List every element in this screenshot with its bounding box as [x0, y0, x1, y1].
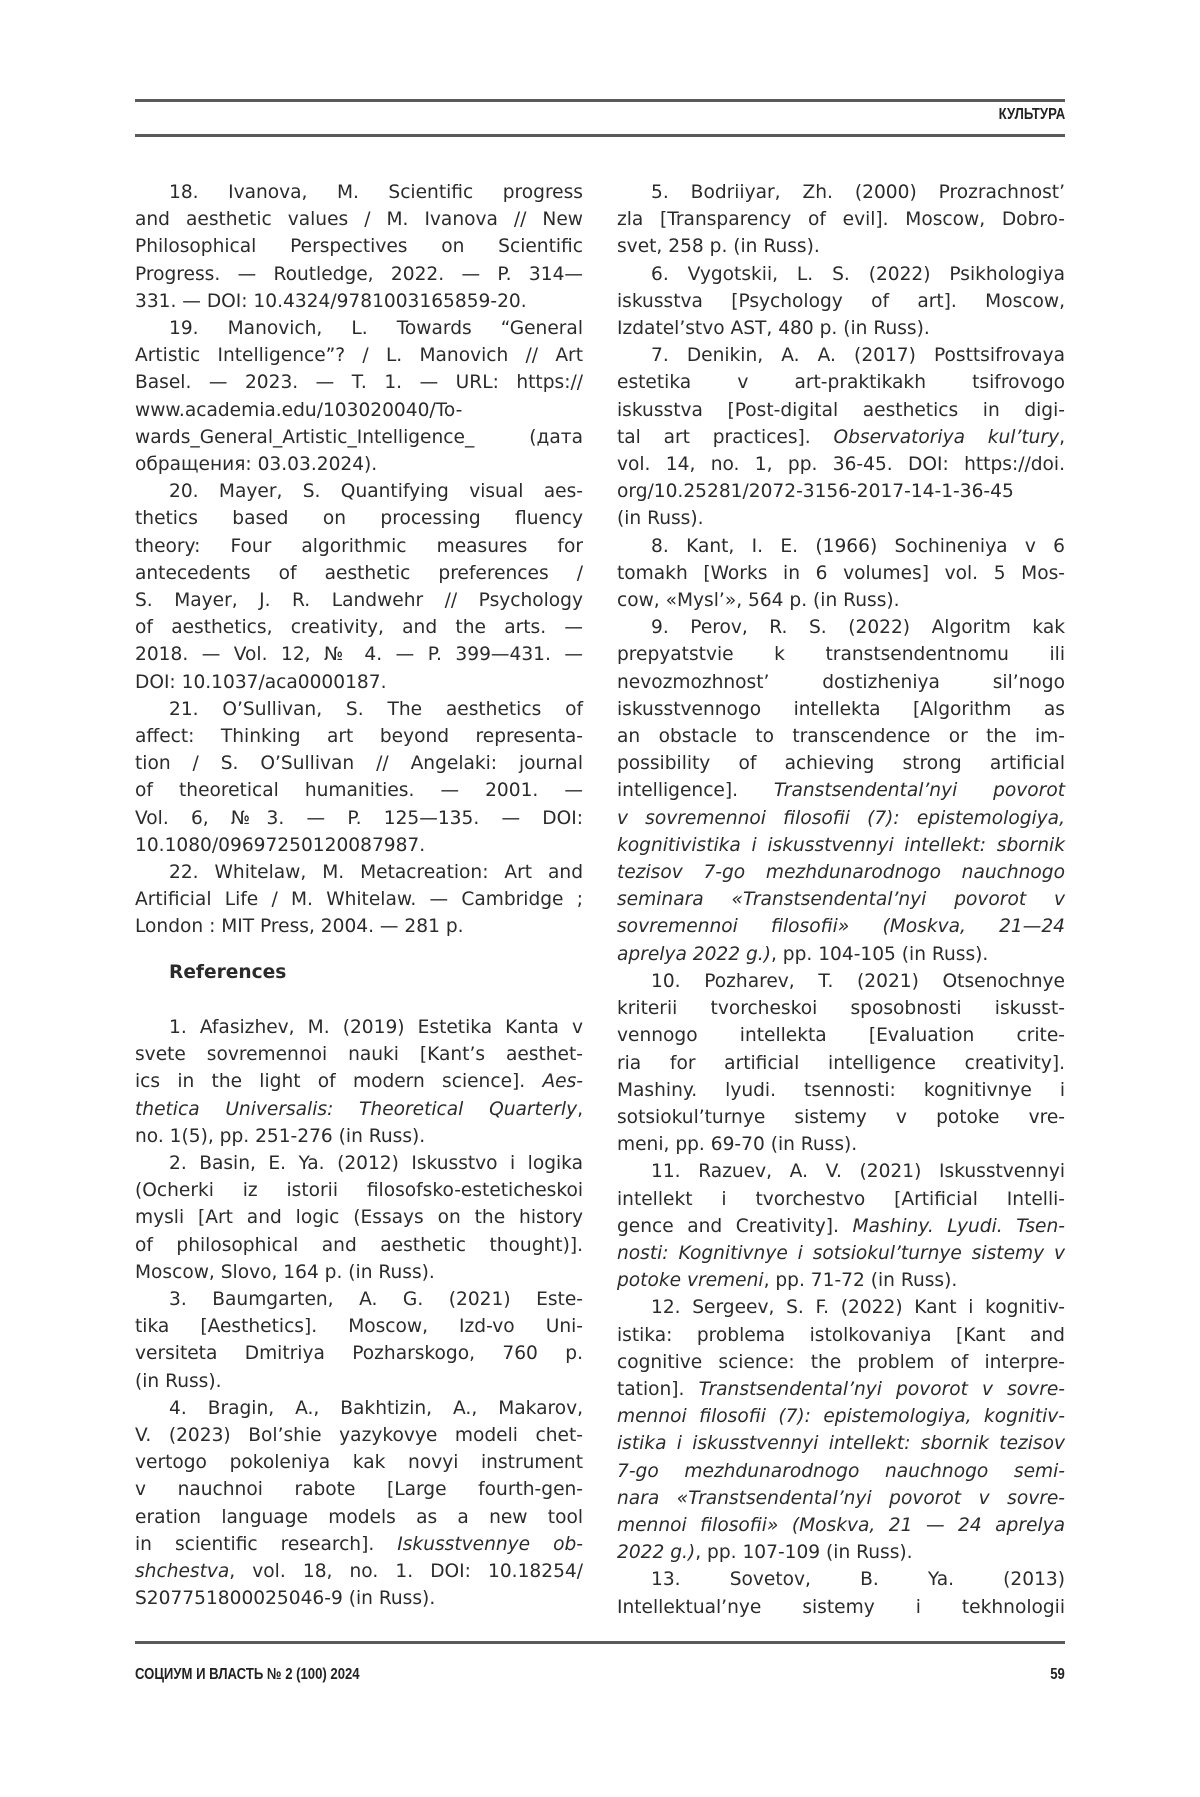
text-run: , [577, 1099, 583, 1120]
reference-line [617, 777, 1065, 804]
reference-line [135, 397, 583, 424]
italic-title: Observatoriya kul’tury [833, 427, 1059, 448]
reference-entry [135, 1286, 583, 1395]
text-run: 8. Kant, I. E. (1966) Sochineniya v 6 [651, 536, 1065, 557]
reference-line [135, 696, 583, 723]
text-run: v nauchnoi rabote [Large fourth-gen- [135, 1479, 583, 1500]
reference-line [617, 968, 1065, 995]
references-list [135, 1014, 583, 1612]
reference-line [617, 750, 1065, 777]
text-run: 21. O’Sullivan, S. The aesthetics of [169, 699, 583, 720]
reference-line [135, 723, 583, 750]
reference-line [617, 1158, 1065, 1185]
reference-line [135, 505, 583, 532]
reference-line [135, 342, 583, 369]
text-run: vennogo intellekta [Evaluation crite- [617, 1025, 1065, 1046]
reference-line [135, 233, 583, 260]
text-run: iskusstvennogo intellekta [Algorithm as [617, 699, 1065, 720]
italic-title: Aes- [542, 1071, 583, 1092]
reference-entry [135, 859, 583, 941]
reference-entry [617, 1294, 1065, 1566]
text-run: Intellektual’nye sistemy i tekhnologii [617, 1597, 1065, 1618]
journal-issue: СОЦИУМ И ВЛАСТЬ № 2 (100) 2024 [135, 1666, 360, 1684]
italic-title: mennoi filosofii» (Moskva, 21 — 24 aprelya [617, 1515, 1065, 1536]
reference-line [617, 886, 1065, 913]
reference-line [617, 233, 1065, 260]
reference-line [617, 1186, 1065, 1213]
text-run: meni, pp. 69-70 (in Russ). [617, 1134, 857, 1155]
text-run: , [1059, 427, 1065, 448]
page-number: 59 [1050, 1666, 1065, 1684]
italic-title: seminara «Transtsendental’nyi povorot v [617, 889, 1065, 910]
reference-line [617, 1376, 1065, 1403]
text-run: 20. Mayer, S. Quantifying visual aes- [169, 481, 583, 502]
text-run: vol. 14, no. 1, pp. 36-45. DOI: https://doi. [617, 454, 1065, 475]
reference-line [617, 1349, 1065, 1376]
reference-line [135, 1340, 583, 1367]
reference-line [617, 505, 1065, 532]
reference-line [617, 1430, 1065, 1457]
text-run: intellekt i tvorchestvo [Artificial Intelli- [617, 1189, 1065, 1210]
reference-line [135, 1313, 583, 1340]
reference-line [617, 669, 1065, 696]
text-run: iskusstva [Post-digital aesthetics in digi- [617, 400, 1065, 421]
reference-line [617, 1213, 1065, 1240]
reference-line [617, 1594, 1065, 1621]
text-run: prepyatstvie k transtsendentnomu ili [617, 644, 1065, 665]
reference-line [135, 1504, 583, 1531]
text-run: 1. Afasizhev, M. (2019) Estetika Kanta v [169, 1017, 583, 1038]
reference-entry [617, 1158, 1065, 1294]
reference-entry [135, 1395, 583, 1613]
reference-line [135, 1368, 583, 1395]
bibliography-list [135, 179, 583, 941]
text-run: iskusstva [Psychology of art]. Moscow, [617, 291, 1065, 312]
text-run: Artistic Intelligence”? / L. Manovich // Art [135, 345, 583, 366]
text-run: wards_General_Artistic_Intelligence_ (дата [135, 427, 583, 448]
text-run: tika [Aesthetics]. Moscow, Izd-vo Uni- [135, 1316, 583, 1337]
footer-rule [135, 1641, 1065, 1644]
reference-line [617, 369, 1065, 396]
italic-title: v sovremennoi filosofii (7): epistemologiya, [617, 808, 1065, 829]
reference-line [135, 1177, 583, 1204]
reference-entry [135, 478, 583, 696]
reference-line [617, 560, 1065, 587]
reference-line [135, 206, 583, 233]
text-run: 19. Manovich, L. Towards “General [169, 318, 583, 339]
reference-line [617, 1512, 1065, 1539]
italic-title: nara «Transtsendental’nyi povorot v sovre- [617, 1488, 1065, 1509]
reference-entry [617, 179, 1065, 261]
text-run: , pp. 71-72 (in Russ). [764, 1270, 958, 1291]
text-run: 6. Vygotskii, L. S. (2022) Psikhologiya [651, 264, 1065, 285]
text-run: eration language models as a new tool [135, 1507, 583, 1528]
reference-entry [135, 696, 583, 859]
reference-entry [617, 968, 1065, 1158]
text-run: 22. Whitelaw, M. Metacreation: Art and [169, 862, 583, 883]
reference-line [135, 1395, 583, 1422]
text-run: antecedents of aesthetic preferences / [135, 563, 583, 584]
text-run: estetika v art-praktikakh tsifrovogo [617, 372, 1065, 393]
section-title: КУЛЬТУРА [998, 106, 1065, 124]
reference-entry [135, 1014, 583, 1150]
reference-line [617, 1294, 1065, 1321]
text-run: affect: Thinking art beyond representa- [135, 726, 583, 747]
reference-line [617, 941, 1065, 968]
text-run: kriterii tvorcheskoi sposobnosti iskusst- [617, 998, 1065, 1019]
reference-line [617, 261, 1065, 288]
text-run: 12. Sergeev, S. F. (2022) Kant i kognitiv- [651, 1297, 1065, 1318]
text-run: nevozmozhnost’ dostizheniya sil’nogo [617, 672, 1065, 693]
reference-line [617, 1267, 1065, 1294]
text-run: 11. Razuev, A. V. (2021) Iskusstvennyi [651, 1161, 1065, 1182]
header-top-rule [135, 99, 1065, 102]
text-run: (Ocherki iz istorii filosofsko-esteticheskoi [135, 1180, 583, 1201]
reference-line [617, 533, 1065, 560]
italic-title: Transtsendental’nyi povorot [774, 780, 1065, 801]
text-run: cow, «Mysl’», 564 p. (in Russ). [617, 590, 900, 611]
reference-entry [135, 1150, 583, 1286]
reference-line [135, 1014, 583, 1041]
text-run: Mashiny. lyudi. tsennosti: kognitivnye i [617, 1080, 1065, 1101]
right-column [617, 179, 1065, 1621]
text-run: Philosophical Perspectives on Scientific [135, 236, 583, 257]
reference-line [135, 1123, 583, 1150]
reference-line [617, 1022, 1065, 1049]
text-run: 13. Sovetov, B. Ya. (2013) [651, 1569, 1065, 1590]
reference-line [617, 859, 1065, 886]
references-heading: References [135, 959, 583, 986]
reference-line [617, 805, 1065, 832]
text-run: (in Russ). [617, 508, 704, 529]
reference-line [617, 1403, 1065, 1430]
reference-line [135, 614, 583, 641]
italic-title: thetica Universalis: Theoretical Quarterly [135, 1099, 577, 1120]
reference-line [135, 1286, 583, 1313]
text-run: mysli [Art and logic (Essays on the history [135, 1207, 583, 1228]
text-run: ics in the light of modern science]. [135, 1071, 542, 1092]
reference-line [135, 560, 583, 587]
reference-line [617, 1322, 1065, 1349]
text-run: Basel. — 2023. — T. 1. — URL: https:// [135, 372, 583, 393]
reference-entry [135, 315, 583, 478]
reference-line [135, 587, 583, 614]
text-run: S. Mayer, J. R. Landwehr // Psychology [135, 590, 583, 611]
text-run: V. (2023) Bol’shie yazykovye modeli chet- [135, 1425, 583, 1446]
reference-line [617, 1131, 1065, 1158]
text-run: an obstacle to transcendence or the im- [617, 726, 1065, 747]
text-run: 5. Bodriiyar, Zh. (2000) Prozrachnost’ [651, 182, 1065, 203]
reference-line [135, 832, 583, 859]
reference-line [135, 886, 583, 913]
reference-line [135, 750, 583, 777]
header-bottom-rule [135, 134, 1065, 137]
reference-line [135, 478, 583, 505]
text-run: possibility of achieving strong artificial [617, 753, 1065, 774]
reference-line [135, 1150, 583, 1177]
reference-line [617, 1458, 1065, 1485]
italic-title: Transtsendental’nyi povorot v sovre- [699, 1379, 1065, 1400]
italic-title: sovremennoi filosofii» (Moskva, 21—24 [617, 916, 1065, 937]
reference-line [135, 533, 583, 560]
text-run: of philosophical and aesthetic thought)]. [135, 1235, 583, 1256]
reference-line [135, 179, 583, 206]
references-list-continued [617, 179, 1065, 1621]
text-run: 7. Denikin, A. A. (2017) Posttsifrovaya [651, 345, 1065, 366]
text-run: www.academia.edu/103020040/To- [135, 400, 462, 421]
reference-line [135, 1041, 583, 1068]
reference-line [135, 1096, 583, 1123]
text-run: tal art practices]. [617, 427, 833, 448]
reference-line [617, 587, 1065, 614]
text-run: thetics based on processing fluency [135, 508, 583, 529]
text-run: S207751800025046-9 (in Russ). [135, 1588, 435, 1609]
text-run: (in Russ). [135, 1371, 222, 1392]
text-run: 10.1080/09697250120087987. [135, 835, 425, 856]
text-run: zla [Transparency of evil]. Moscow, Dobro- [617, 209, 1065, 230]
reference-line [617, 641, 1065, 668]
reference-line [135, 1232, 583, 1259]
text-run: cognitive science: the problem of interpre- [617, 1352, 1065, 1373]
reference-line [617, 1539, 1065, 1566]
reference-line [617, 723, 1065, 750]
italic-title: mennoi filosofii (7): epistemologiya, kognitiv- [617, 1406, 1065, 1427]
reference-line [135, 1558, 583, 1585]
reference-line [617, 913, 1065, 940]
reference-line [135, 1531, 583, 1558]
text-run: Vol. 6, №3. — P. 125—135. — DOI: [135, 808, 583, 829]
reference-line [617, 1485, 1065, 1512]
italic-title: shchestva [135, 1561, 229, 1582]
text-run: org/10.25281/2072-3156-2017-14-1-36-45 [617, 481, 1014, 502]
text-run: Progress. — Routledge, 2022. — P. 314— [135, 264, 583, 285]
reference-line [135, 669, 583, 696]
reference-line [617, 451, 1065, 478]
text-run: Izdatel’stvo AST, 480 p. (in Russ). [617, 318, 930, 339]
reference-line [617, 342, 1065, 369]
text-run: of aesthetics, creativity, and the arts. — [135, 617, 583, 638]
reference-line [135, 369, 583, 396]
text-run: 3. Baumgarten, A. G. (2021) Este- [169, 1289, 583, 1310]
text-run: обращения: 03.03.2024). [135, 454, 377, 475]
reference-line [135, 1068, 583, 1095]
reference-line [135, 315, 583, 342]
text-run: tation]. [617, 1379, 699, 1400]
text-run: 2018. — Vol. 12, № 4. — P. 399—431. — [135, 644, 583, 665]
italic-title: Mashiny. Lyudi. Tsen- [852, 1216, 1065, 1237]
italic-title: 7-go mezhdunarodnogo nauchnogo semi- [617, 1461, 1065, 1482]
reference-line [617, 478, 1065, 505]
text-run: DOI: 10.1037/aca0000187. [135, 672, 387, 693]
reference-line [617, 696, 1065, 723]
text-run: 2. Basin, E. Ya. (2012) Iskusstvo i logika [169, 1153, 583, 1174]
text-run: tion / S. O’Sullivan // Angelaki: journal [135, 753, 583, 774]
reference-line [135, 451, 583, 478]
text-run: 331. — DOI: 10.4324/9781003165859-20. [135, 291, 527, 312]
reference-line [617, 614, 1065, 641]
italic-title: istika i iskusstvennyi intellekt: sbornik tezisov [617, 1433, 1065, 1454]
text-run: gence and Creativity]. [617, 1216, 852, 1237]
reference-line [135, 288, 583, 315]
text-run: istika: problema istolkovaniya [Kant and [617, 1325, 1065, 1346]
italic-title: 2022 g.) [617, 1542, 695, 1563]
reference-line [617, 206, 1065, 233]
text-run: 18. Ivanova, M. Scientific progress [169, 182, 583, 203]
reference-line [135, 1449, 583, 1476]
text-run: vertogo pokoleniya kak novyi instrument [135, 1452, 583, 1473]
reference-entry [617, 614, 1065, 968]
reference-line [135, 1422, 583, 1449]
text-run: intelligence]. [617, 780, 774, 801]
reference-line [135, 641, 583, 668]
reference-entry [617, 533, 1065, 615]
text-run: 9. Perov, R. S. (2022) Algoritm kak [651, 617, 1065, 638]
text-run: Moscow, Slovo, 164 p. (in Russ). [135, 1262, 435, 1283]
italic-title: Iskusstvennye ob- [397, 1534, 583, 1555]
text-run: London : MIT Press, 2004. — 281 p. [135, 916, 464, 937]
italic-title: potoke vremeni [617, 1270, 764, 1291]
reference-line [617, 1566, 1065, 1593]
reference-line [617, 397, 1065, 424]
reference-line [617, 1077, 1065, 1104]
text-run: and aesthetic values / M. Ivanova // New [135, 209, 583, 230]
reference-line [617, 179, 1065, 206]
reference-line [135, 1259, 583, 1286]
text-run: of theoretical humanities. — 2001. — [135, 780, 583, 801]
text-run: 10. Pozharev, T. (2021) Otsenochnye [651, 971, 1065, 992]
reference-entry [617, 261, 1065, 343]
italic-title: tezisov 7-go mezhdunarodnogo nauchnogo [617, 862, 1065, 883]
reference-entry [135, 179, 583, 315]
text-run: svet, 258 p. (in Russ). [617, 236, 820, 257]
reference-line [617, 315, 1065, 342]
reference-line [617, 1104, 1065, 1131]
text-run: in scientific research]. [135, 1534, 397, 1555]
text-run: , vol. 18, no. 1. DOI: 10.18254/ [229, 1561, 583, 1582]
text-run: tomakh [Works in 6 volumes] vol. 5 Mos- [617, 563, 1065, 584]
text-run: , pp. 107-109 (in Russ). [695, 1542, 912, 1563]
reference-line [617, 832, 1065, 859]
reference-line [135, 261, 583, 288]
reference-line [617, 424, 1065, 451]
reference-line [135, 1476, 583, 1503]
text-run: Artificial Life / M. Whitelaw. — Cambridge ; [135, 889, 583, 910]
text-run: theory: Four algorithmic measures for [135, 536, 583, 557]
reference-line [135, 424, 583, 451]
text-run: , pp. 104-105 (in Russ). [771, 944, 988, 965]
left-column [135, 179, 583, 1612]
reference-line [617, 288, 1065, 315]
reference-line [135, 913, 583, 940]
text-run: ria for artificial intelligence creativity]. [617, 1053, 1065, 1074]
reference-line [135, 777, 583, 804]
reference-line [135, 1585, 583, 1612]
reference-entry [617, 342, 1065, 532]
italic-title: aprelya 2022 g.) [617, 944, 771, 965]
italic-title: nosti: Kognitivnye i sotsiokul’turnye sistemy v [617, 1243, 1065, 1264]
text-run: 4. Bragin, A., Bakhtizin, A., Makarov, [169, 1398, 583, 1419]
reference-line [135, 1204, 583, 1231]
text-run: versiteta Dmitriya Pozharskogo, 760 p. [135, 1343, 583, 1364]
reference-entry [617, 1566, 1065, 1620]
reference-line [135, 805, 583, 832]
text-run: sotsiokul’turnye sistemy v potoke vre- [617, 1107, 1065, 1128]
italic-title: kognitivistika i iskusstvennyi intellekt: sbornik [617, 835, 1065, 856]
text-run: svete sovremennoi nauki [Kant’s aesthet- [135, 1044, 583, 1065]
text-run: no. 1(5), pp. 251-276 (in Russ). [135, 1126, 425, 1147]
reference-line [135, 859, 583, 886]
reference-line [617, 1240, 1065, 1267]
reference-line [617, 995, 1065, 1022]
reference-line [617, 1050, 1065, 1077]
